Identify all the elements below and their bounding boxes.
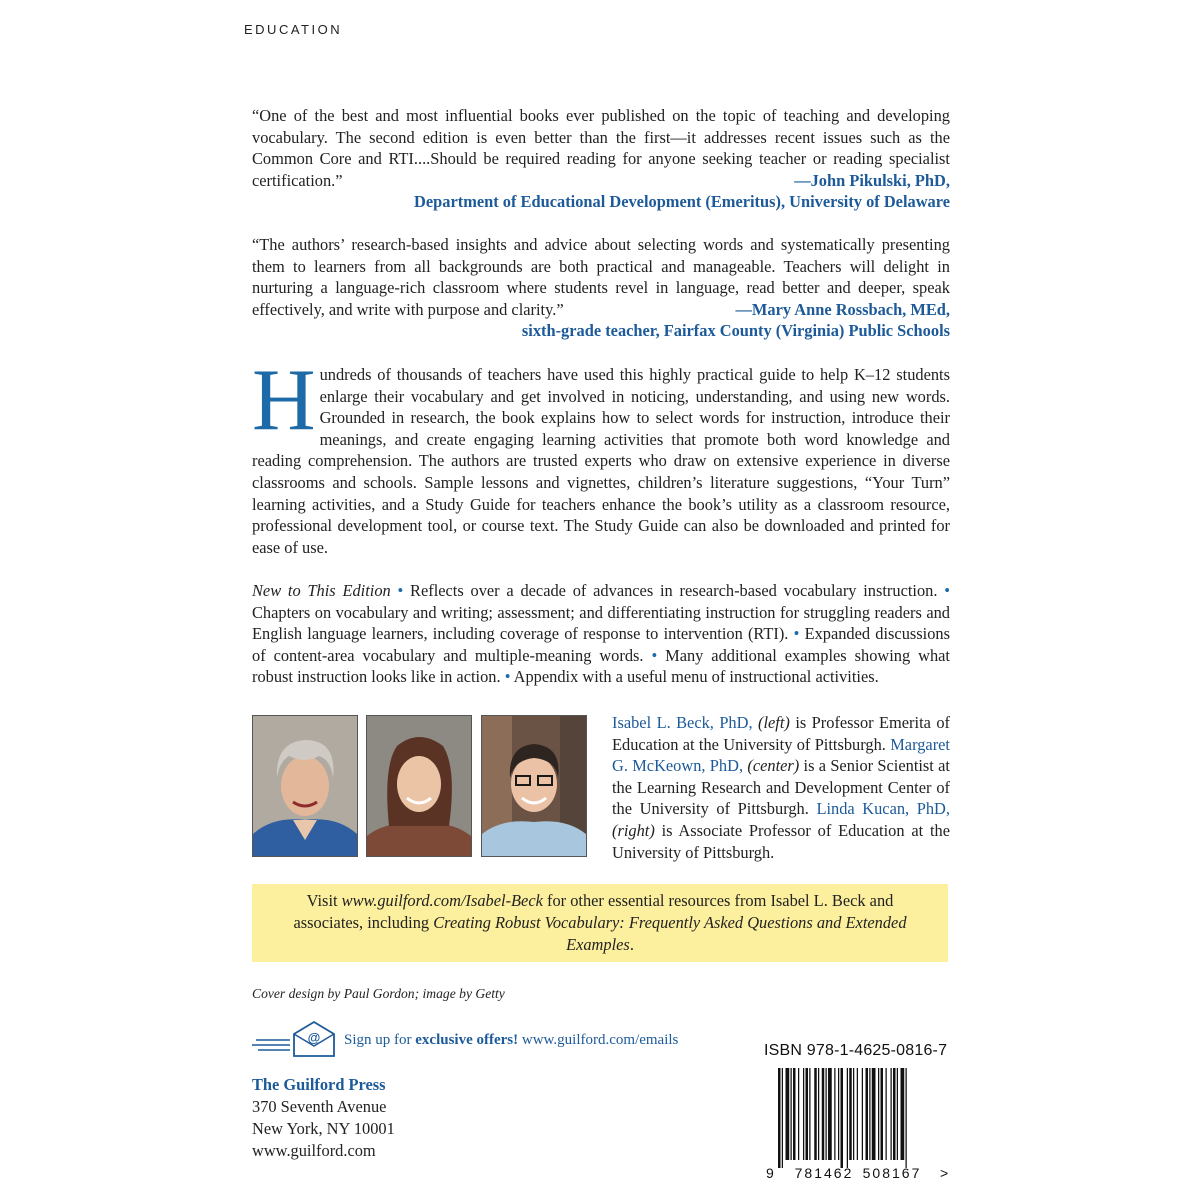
new-edition-item: Appendix with a useful menu of instructional activities. bbox=[513, 667, 879, 687]
barcode-bar bbox=[791, 1068, 792, 1160]
new-edition-section bbox=[252, 580, 950, 688]
isbn-label: ISBN 978-1-4625-0816-7 bbox=[764, 1042, 948, 1059]
author-bio: is Professor Emerita of Education at the University of Pittsburgh. bbox=[612, 713, 950, 754]
barcode bbox=[764, 1062, 950, 1182]
bullet-icon: • bbox=[504, 667, 511, 687]
visit-url-link[interactable]: www.guilford.com/Isabel-Beck bbox=[341, 891, 543, 910]
barcode-bar bbox=[866, 1068, 869, 1160]
barcode-bar bbox=[822, 1068, 825, 1160]
barcode-bar bbox=[872, 1068, 876, 1160]
new-edition-item: Many additional examples showing what robust instruction looks like in action. bbox=[252, 645, 950, 687]
quote-attribution-affiliation: Department of Educational Development (Emeritus), University of Delaware bbox=[414, 192, 950, 212]
visit-text bbox=[252, 890, 948, 956]
email-envelope-icon bbox=[250, 1020, 340, 1060]
barcode-bar bbox=[841, 1068, 844, 1168]
visit-suffix: . bbox=[629, 935, 634, 954]
signup-prefix: Sign up for bbox=[344, 1032, 412, 1048]
description-paragraph bbox=[252, 352, 950, 558]
barcode-bar bbox=[828, 1068, 832, 1160]
category-label: EDUCATION bbox=[244, 22, 343, 37]
author-photo-kucan bbox=[481, 715, 587, 857]
bullet-icon: • bbox=[651, 645, 658, 665]
barcode-bar bbox=[862, 1068, 863, 1160]
author-position: (right) bbox=[612, 820, 655, 840]
publisher-address-line2: New York, NY 10001 bbox=[252, 1119, 395, 1138]
barcode-bar bbox=[886, 1068, 887, 1160]
barcode-bar bbox=[826, 1068, 827, 1160]
barcode-bar bbox=[838, 1068, 839, 1160]
barcode-bar bbox=[857, 1068, 858, 1160]
quote-text: “The authors’ research-based insights and advice about selecting words and systematically presenting them to learners from all backgrounds are both practical and manageable. Teachers will delight in nurturing a language-rich classroom where students revel in language, read better and deeper, speak effectively, and write with purpose and clarity.” bbox=[252, 235, 950, 319]
publisher-info bbox=[252, 1074, 395, 1162]
visit-book-title: Creating Robust Vocabulary: Frequently Asked Questions and Extended Examples bbox=[433, 913, 907, 954]
bullet-icon: • bbox=[944, 581, 950, 600]
drop-cap: H bbox=[252, 352, 316, 449]
new-edition-item: Expanded discussions of content-area vocabulary and multiple-meaning words. bbox=[252, 624, 950, 665]
author-bio: is a Senior Scientist at the Learning Research and Development Center of the University of Pittsburgh. bbox=[612, 756, 950, 819]
signup-emphasis: exclusive offers! bbox=[415, 1032, 519, 1048]
quote-attribution-affiliation: sixth-grade teacher, Fairfax County (Virginia) Public Schools bbox=[521, 321, 950, 341]
barcode-bar bbox=[814, 1068, 817, 1160]
barcode-bar bbox=[798, 1068, 799, 1160]
author-photo-mckeown bbox=[366, 715, 472, 857]
new-edition-item: Reflects over a decade of advances in research-based vocabulary instruction. bbox=[410, 581, 938, 600]
barcode-first-digit: 9 bbox=[766, 1165, 774, 1181]
barcode-bar bbox=[778, 1068, 781, 1168]
book-description bbox=[252, 352, 950, 558]
visit-middle: for other essential resources from Isabel L. Beck and associates, including bbox=[293, 891, 894, 932]
barcode-bar bbox=[891, 1068, 892, 1160]
signup-text bbox=[344, 1032, 678, 1049]
barcode-bar bbox=[901, 1068, 905, 1160]
barcode-bar bbox=[809, 1068, 810, 1160]
author-photo-beck bbox=[252, 715, 358, 857]
visit-prefix: Visit bbox=[306, 891, 338, 910]
cover-credit: Cover design by Paul Gordon; image by Getty bbox=[252, 986, 505, 1001]
endorsement-quote-1 bbox=[252, 105, 950, 213]
bullet-icon: • bbox=[793, 624, 800, 644]
barcode-bar bbox=[893, 1068, 896, 1160]
signup-banner bbox=[250, 1020, 700, 1060]
barcode-bar bbox=[853, 1068, 854, 1160]
quote-attribution-name: —Mary Anne Rossbach, MEd, bbox=[735, 299, 950, 319]
publisher-name: The Guilford Press bbox=[252, 1075, 386, 1094]
barcode-bars bbox=[778, 1068, 907, 1168]
barcode-bar bbox=[847, 1068, 848, 1168]
barcode-bar bbox=[782, 1068, 783, 1168]
barcode-bar bbox=[881, 1068, 884, 1160]
barcode-bar bbox=[906, 1068, 907, 1168]
barcode-bar bbox=[786, 1068, 790, 1160]
description-text: undreds of thousands of teachers have used this highly practical guide to help K–12 students enlarge their vocabulary and get involved in noticing, understanding, and using new words. Grounded in research, the book explains how to select words for instruction, introduce their meanings, and create engaging learning activities that promote both word knowledge and reading comprehension. The authors are trusted experts who draw on extensive experience in diverse classrooms and schools. Sample lessons and vignettes, children’s literature suggestions, “Your Turn” learning activities, and a Study Guide for teachers enhance the book’s utility as a classroom resource, professional development tool, or course text. The Study Guide can also be downloaded and printed for ease of use. bbox=[252, 365, 950, 557]
barcode-end-mark: > bbox=[940, 1165, 949, 1181]
signup-url-link[interactable]: www.guilford.com/emails bbox=[521, 1032, 679, 1048]
new-edition-item: Chapters on vocabulary and writing; assessment; and differentiating instruction for struggling readers and English language learners, including coverage of response to intervention (RTI). bbox=[252, 602, 950, 644]
author-name: Isabel L. Beck, PhD, bbox=[612, 713, 753, 732]
endorsement-quote-2 bbox=[252, 234, 950, 342]
author-position: (center) bbox=[747, 756, 800, 776]
bullet-icon: • bbox=[397, 581, 404, 600]
publisher-address-line1: 370 Seventh Avenue bbox=[252, 1097, 387, 1116]
barcode-bar bbox=[793, 1068, 796, 1160]
author-position: (left) bbox=[758, 713, 790, 732]
barcode-bar bbox=[806, 1068, 809, 1160]
publisher-website[interactable]: www.guilford.com bbox=[252, 1141, 376, 1160]
barcode-left-digits: 781462 bbox=[794, 1165, 854, 1181]
author-bios bbox=[612, 712, 950, 863]
barcode-bar bbox=[834, 1068, 835, 1160]
barcode-bar bbox=[803, 1068, 804, 1160]
barcode-bar bbox=[818, 1068, 819, 1160]
svg-text:@: @ bbox=[307, 1030, 321, 1045]
barcode-bar bbox=[849, 1068, 852, 1160]
author-name: Margaret G. McKeown, PhD, bbox=[612, 734, 950, 776]
barcode-right-digits: 508167 bbox=[862, 1165, 922, 1181]
author-bio: is Associate Professor of Education at the University of Pittsburgh. bbox=[612, 820, 950, 862]
quote-attribution-name: —John Pikulski, PhD, bbox=[794, 170, 950, 190]
barcode-bar bbox=[897, 1068, 898, 1160]
barcode-bar bbox=[869, 1068, 870, 1160]
barcode-bar bbox=[878, 1068, 879, 1160]
author-name: Linda Kucan, PhD, bbox=[816, 799, 950, 819]
visit-box bbox=[252, 884, 948, 962]
new-edition-paragraph bbox=[252, 580, 950, 688]
new-edition-label: New to This Edition bbox=[252, 581, 391, 600]
quote-text: “One of the best and most influential books ever published on the topic of teaching and developing vocabulary. The second edition is even better than the first—it addresses recent issues such as the Common Core and RTI....Should be required reading for anyone seeking teacher or reading specialist certification.” bbox=[252, 106, 950, 190]
